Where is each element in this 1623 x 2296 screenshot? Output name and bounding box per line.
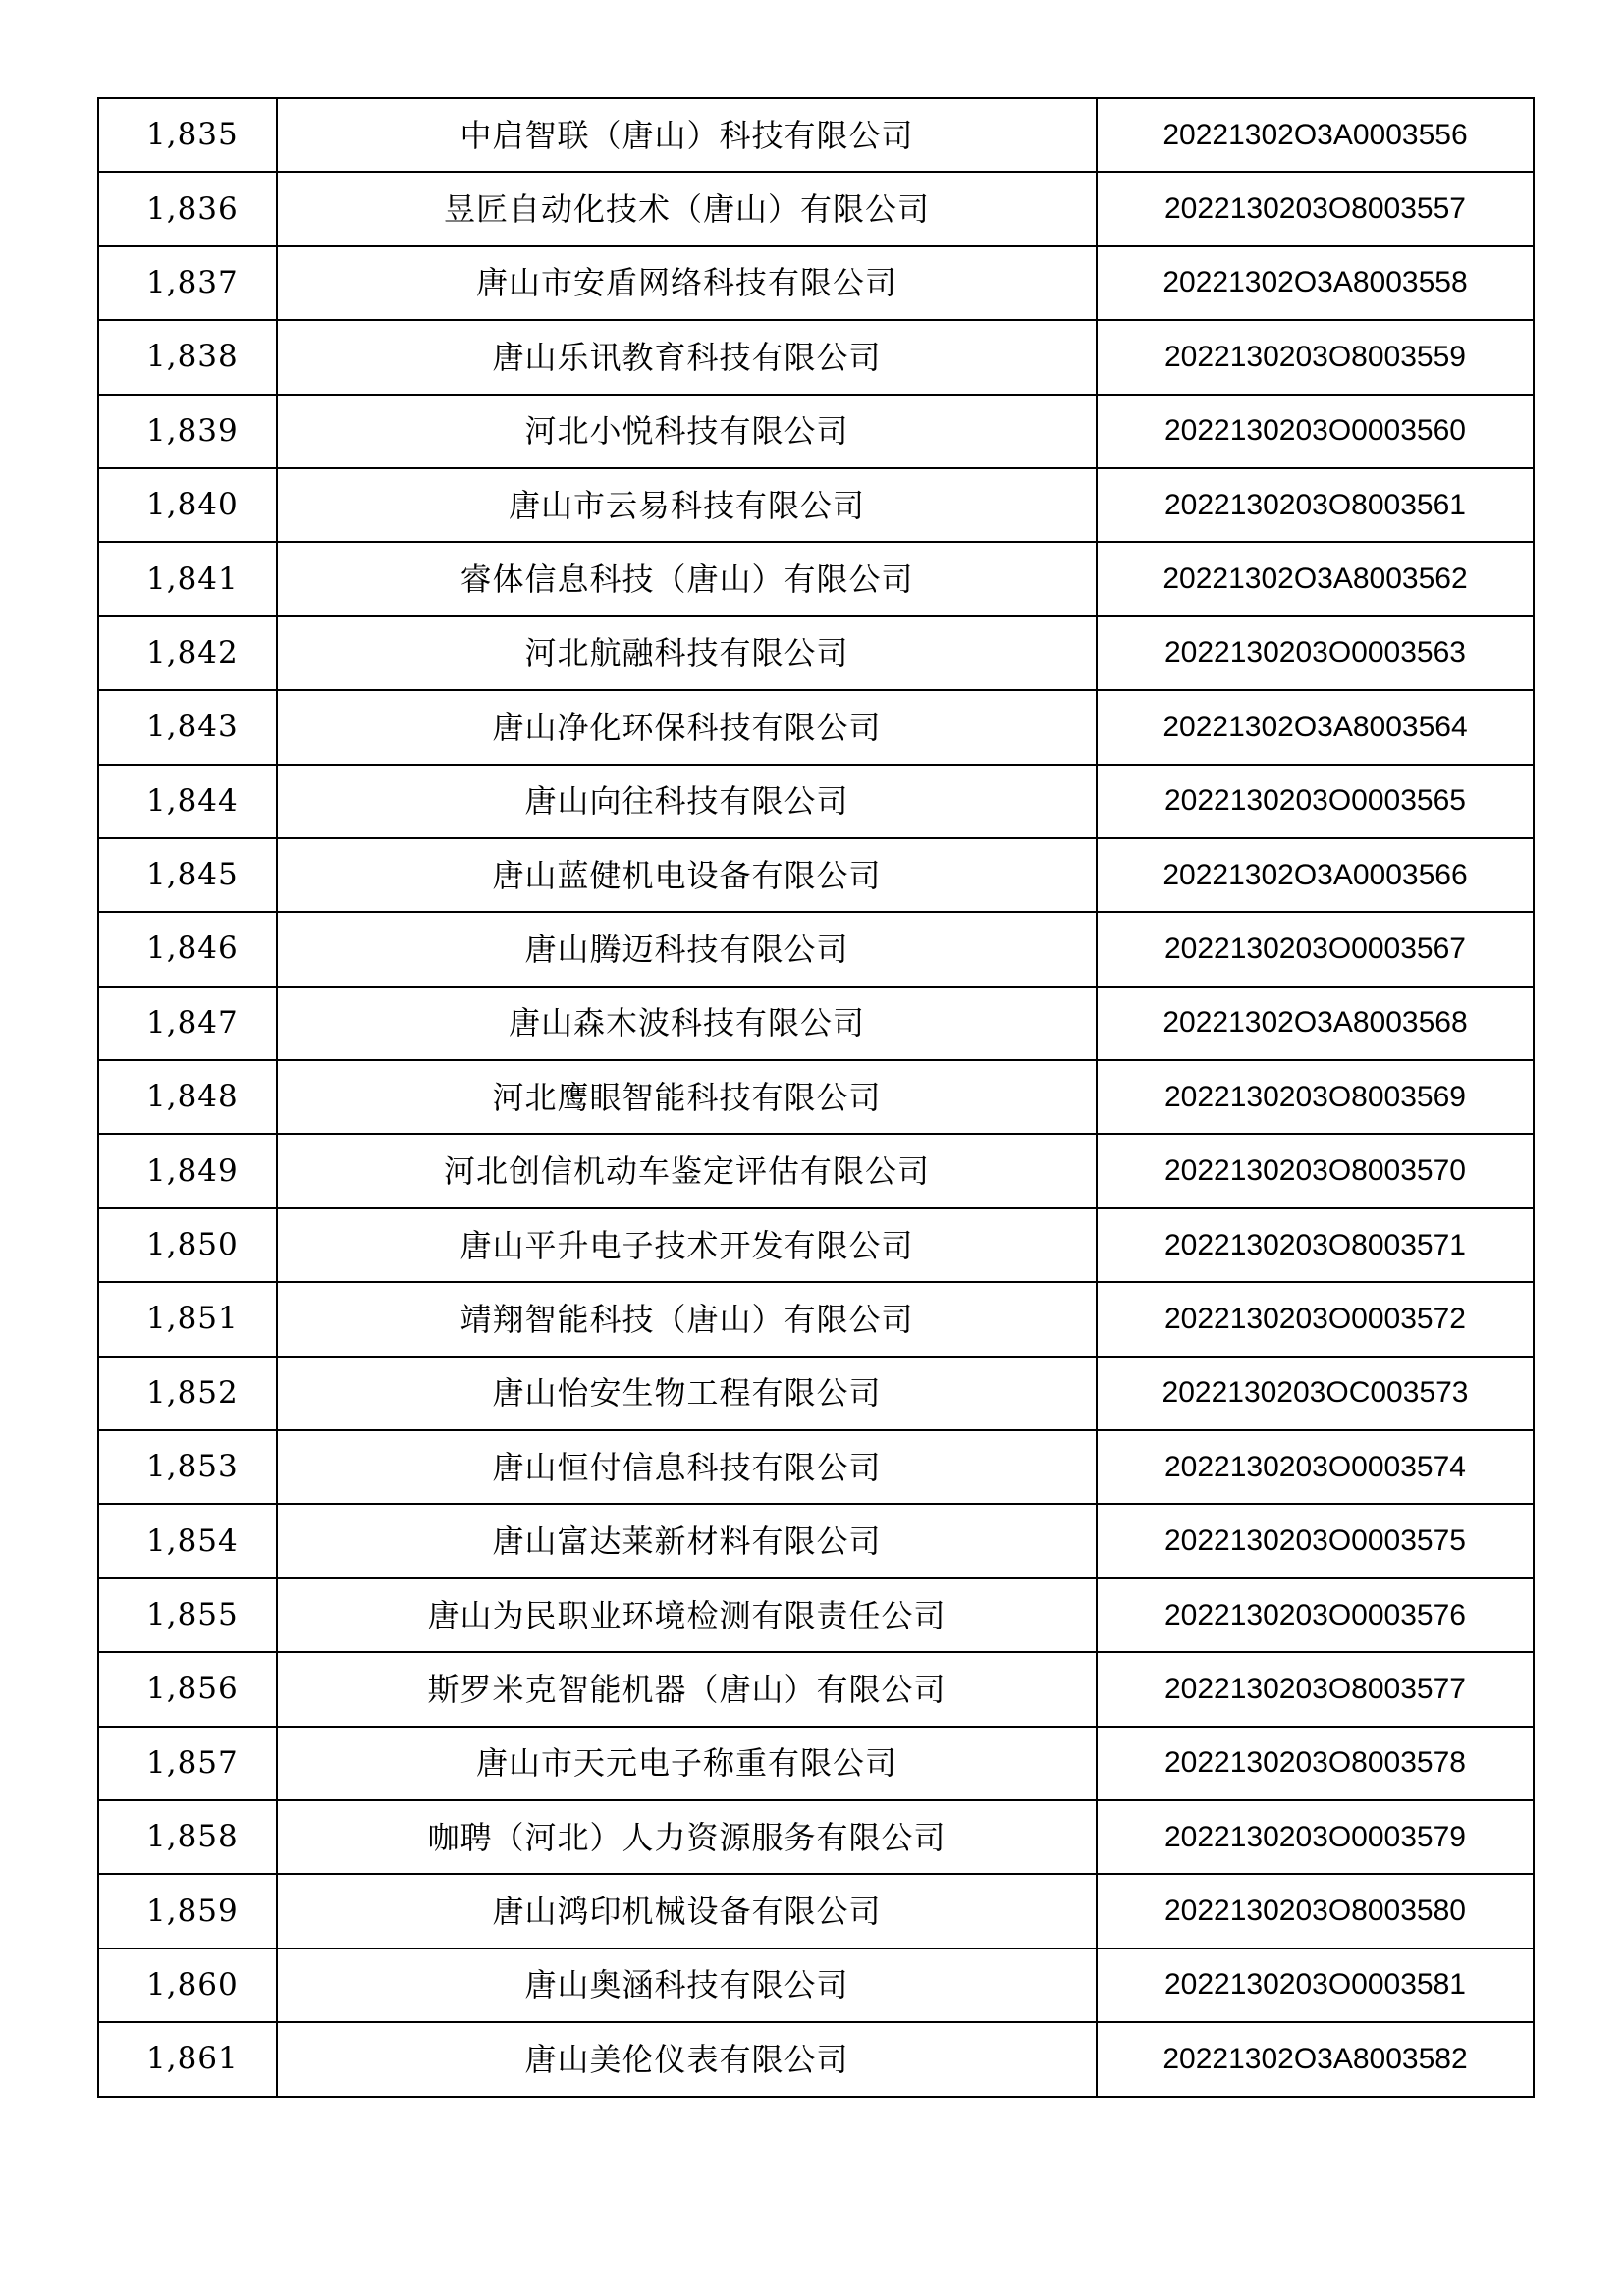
- registration-code: 2022130203O0003574: [1097, 1430, 1534, 1504]
- registration-code: 20221302O3A8003562: [1097, 542, 1534, 615]
- company-name: 唐山怡安生物工程有限公司: [277, 1357, 1097, 1430]
- table-row: [98, 1430, 1534, 1504]
- table-row: [98, 616, 1534, 690]
- company-name: 唐山平升电子技术开发有限公司: [277, 1208, 1097, 1282]
- company-name: 唐山蓝健机电设备有限公司: [277, 838, 1097, 912]
- table-row: [98, 1800, 1534, 1874]
- registration-code: 20221302O3A0003566: [1097, 838, 1534, 912]
- company-name: 斯罗米克智能机器（唐山）有限公司: [277, 1652, 1097, 1726]
- table-row: [98, 838, 1534, 912]
- table-row: [98, 1652, 1534, 1726]
- table-row: [98, 765, 1534, 838]
- table-row: [98, 1504, 1534, 1577]
- row-number: 1,853: [98, 1430, 277, 1504]
- registration-code: 2022130203O8003580: [1097, 1874, 1534, 1948]
- row-number: 1,856: [98, 1652, 277, 1726]
- table-row: [98, 912, 1534, 986]
- table-row: [98, 1949, 1534, 2022]
- table-body: [98, 98, 1534, 2097]
- registration-code: 2022130203O0003576: [1097, 1578, 1534, 1652]
- table-row: [98, 1357, 1534, 1430]
- company-name: 靖翔智能科技（唐山）有限公司: [277, 1282, 1097, 1356]
- table-row: [98, 1134, 1534, 1207]
- registration-code: 2022130203O8003557: [1097, 172, 1534, 245]
- company-name: 唐山美伦仪表有限公司: [277, 2022, 1097, 2096]
- registration-code: 2022130203O8003578: [1097, 1727, 1534, 1800]
- table-row: [98, 246, 1534, 320]
- row-number: 1,835: [98, 98, 277, 172]
- company-name: 唐山森木波科技有限公司: [277, 987, 1097, 1060]
- registration-code: 2022130203O8003569: [1097, 1060, 1534, 1134]
- row-number: 1,854: [98, 1504, 277, 1577]
- registration-code: 2022130203OC003573: [1097, 1357, 1534, 1430]
- row-number: 1,840: [98, 468, 277, 542]
- registration-code: 20221302O3A8003582: [1097, 2022, 1534, 2096]
- table-row: [98, 172, 1534, 245]
- company-name: 唐山市云易科技有限公司: [277, 468, 1097, 542]
- company-name: 唐山腾迈科技有限公司: [277, 912, 1097, 986]
- table-row: [98, 320, 1534, 394]
- company-name: 昱匠自动化技术（唐山）有限公司: [277, 172, 1097, 245]
- registration-code: 2022130203O0003575: [1097, 1504, 1534, 1577]
- company-name: 唐山富达莱新材料有限公司: [277, 1504, 1097, 1577]
- registration-code: 20221302O3A8003558: [1097, 246, 1534, 320]
- table-row: [98, 1874, 1534, 1948]
- row-number: 1,845: [98, 838, 277, 912]
- company-name: 河北航融科技有限公司: [277, 616, 1097, 690]
- table-row: [98, 98, 1534, 172]
- registration-code: 2022130203O0003560: [1097, 395, 1534, 468]
- row-number: 1,842: [98, 616, 277, 690]
- row-number: 1,846: [98, 912, 277, 986]
- registration-code: 2022130203O0003567: [1097, 912, 1534, 986]
- table-row: [98, 2022, 1534, 2096]
- table-row: [98, 987, 1534, 1060]
- table-row: [98, 690, 1534, 764]
- row-number: 1,847: [98, 987, 277, 1060]
- row-number: 1,838: [98, 320, 277, 394]
- registration-code: 2022130203O0003563: [1097, 616, 1534, 690]
- company-name: 河北鹰眼智能科技有限公司: [277, 1060, 1097, 1134]
- registration-code: 2022130203O0003579: [1097, 1800, 1534, 1874]
- company-name: 唐山向往科技有限公司: [277, 765, 1097, 838]
- row-number: 1,859: [98, 1874, 277, 1948]
- registration-code: 2022130203O8003577: [1097, 1652, 1534, 1726]
- row-number: 1,836: [98, 172, 277, 245]
- registration-code: 2022130203O8003559: [1097, 320, 1534, 394]
- row-number: 1,841: [98, 542, 277, 615]
- company-name: 唐山市安盾网络科技有限公司: [277, 246, 1097, 320]
- table-row: [98, 1208, 1534, 1282]
- row-number: 1,851: [98, 1282, 277, 1356]
- registration-code: 2022130203O0003572: [1097, 1282, 1534, 1356]
- table-row: [98, 1578, 1534, 1652]
- table-row: [98, 1727, 1534, 1800]
- row-number: 1,849: [98, 1134, 277, 1207]
- registration-code: 20221302O3A8003564: [1097, 690, 1534, 764]
- row-number: 1,852: [98, 1357, 277, 1430]
- table-row: [98, 468, 1534, 542]
- row-number: 1,839: [98, 395, 277, 468]
- row-number: 1,844: [98, 765, 277, 838]
- registration-code: 20221302O3A8003568: [1097, 987, 1534, 1060]
- company-name: 唐山为民职业环境检测有限责任公司: [277, 1578, 1097, 1652]
- company-name: 睿体信息科技（唐山）有限公司: [277, 542, 1097, 615]
- row-number: 1,837: [98, 246, 277, 320]
- table-row: [98, 1060, 1534, 1134]
- company-name: 中启智联（唐山）科技有限公司: [277, 98, 1097, 172]
- row-number: 1,858: [98, 1800, 277, 1874]
- company-name: 唐山市天元电子称重有限公司: [277, 1727, 1097, 1800]
- row-number: 1,860: [98, 1949, 277, 2022]
- company-name: 咖聘（河北）人力资源服务有限公司: [277, 1800, 1097, 1874]
- row-number: 1,857: [98, 1727, 277, 1800]
- row-number: 1,843: [98, 690, 277, 764]
- registry-table: [97, 97, 1535, 2098]
- company-name: 唐山恒付信息科技有限公司: [277, 1430, 1097, 1504]
- table-row: [98, 542, 1534, 615]
- registration-code: 2022130203O8003571: [1097, 1208, 1534, 1282]
- company-name: 唐山乐讯教育科技有限公司: [277, 320, 1097, 394]
- registration-code: 2022130203O0003581: [1097, 1949, 1534, 2022]
- company-name: 河北创信机动车鉴定评估有限公司: [277, 1134, 1097, 1207]
- row-number: 1,855: [98, 1578, 277, 1652]
- company-name: 唐山净化环保科技有限公司: [277, 690, 1097, 764]
- company-name: 唐山鸿印机械设备有限公司: [277, 1874, 1097, 1948]
- table-row: [98, 1282, 1534, 1356]
- registration-code: 2022130203O0003565: [1097, 765, 1534, 838]
- table-row: [98, 395, 1534, 468]
- registration-code: 2022130203O8003561: [1097, 468, 1534, 542]
- registration-code: 20221302O3A0003556: [1097, 98, 1534, 172]
- row-number: 1,848: [98, 1060, 277, 1134]
- registration-code: 2022130203O8003570: [1097, 1134, 1534, 1207]
- registry-table-container: [97, 97, 1533, 2098]
- company-name: 唐山奥涵科技有限公司: [277, 1949, 1097, 2022]
- company-name: 河北小悦科技有限公司: [277, 395, 1097, 468]
- row-number: 1,850: [98, 1208, 277, 1282]
- row-number: 1,861: [98, 2022, 277, 2096]
